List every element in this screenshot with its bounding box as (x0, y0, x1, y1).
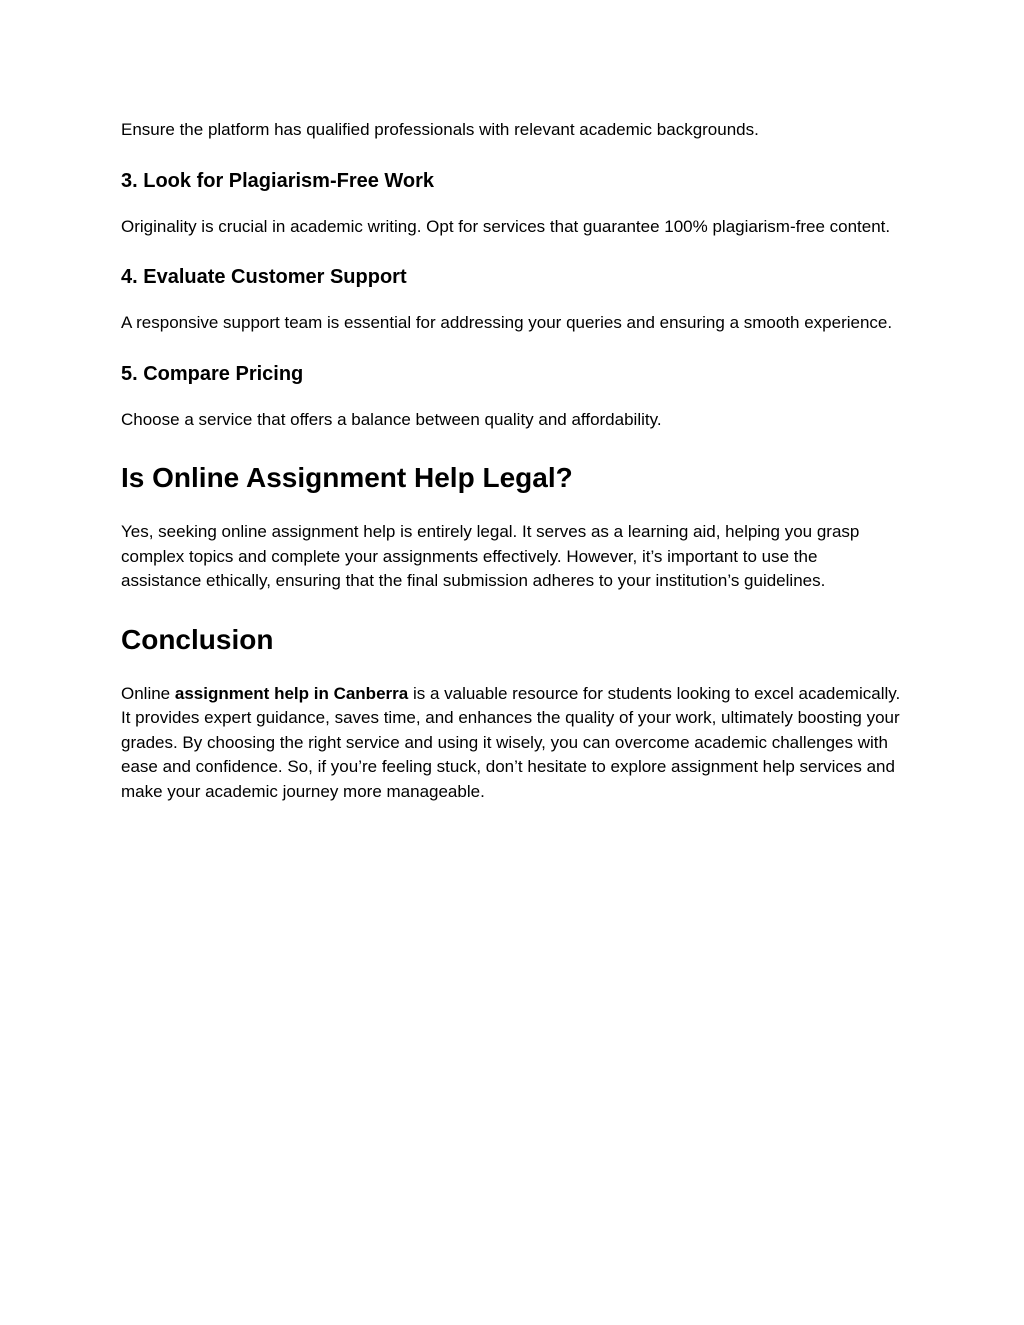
paragraph-legal: Yes, seeking online assignment help is entirely legal. It serves as a learning aid, helping you grasp complex topics and complete your assignments effectively. However, it’s important to use the assistance ethically, ensuring that the final submission adheres to your institution’s guidelines. (121, 522, 860, 590)
paragraph-conclusion (121, 682, 901, 805)
heading-legal: Is Online Assignment Help Legal? (121, 462, 573, 493)
conclusion-text-prefix: Online (121, 683, 175, 703)
document-page (121, 118, 901, 804)
conclusion-keyword-bold: assignment help in Canberra (174, 683, 409, 703)
paragraph-compare-pricing: Choose a service that offers a balance between quality and affordability. (121, 409, 662, 429)
paragraph-customer-support: A responsive support team is essential for addressing your queries and ensuring a smooth experience. (121, 313, 893, 332)
heading-customer-support: 4. Evaluate Customer Support (121, 266, 407, 288)
paragraph-plagiarism-free: Originality is crucial in academic writing. Opt for services that guarantee 100% plagiarism-free content. (121, 216, 891, 236)
heading-conclusion: Conclusion (121, 623, 274, 655)
intro-paragraph: Ensure the platform has qualified professionals with relevant academic backgrounds. (121, 120, 759, 139)
heading-compare-pricing: 5. Compare Pricing (121, 362, 304, 385)
heading-plagiarism-free: 3. Look for Plagiarism-Free Work (121, 169, 435, 192)
conclusion-text-suffix: is a valuable resource for students looking to excel academically. It provides expert guidance, saves time, and enhances the quality of your work, ultimately boosting your grades. By choosing the right service and using it wisely, you can overcome academic challenges with ease and confidence. So, if you’re feeling stuck, don’t hesitate to explore assignment help services and make your academic journey more manageable. (121, 683, 901, 801)
